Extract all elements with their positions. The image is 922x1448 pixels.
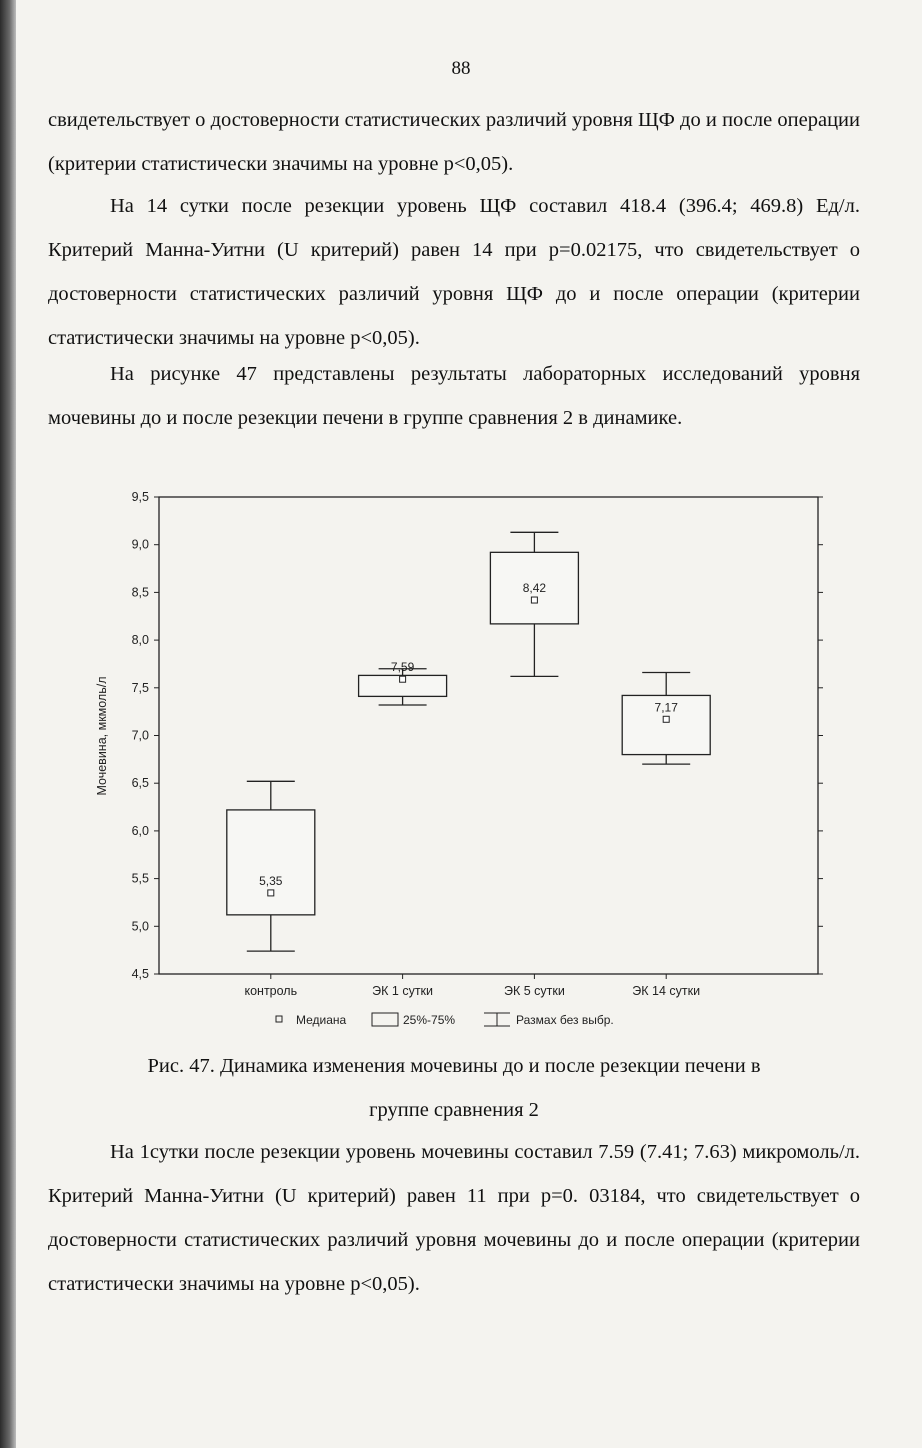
x-axis-labels [244, 974, 700, 998]
box-group [622, 673, 710, 765]
median-value-label: 7,17 [654, 700, 678, 715]
y-tick-label: 9,5 [131, 490, 149, 504]
x-tick-label: ЭК 1 сутки [372, 984, 434, 998]
y-tick-label: 9,0 [131, 537, 149, 552]
paragraph-continuation: свидетельствует о достоверности статистических различий уровня ЩФ до и после операции (критерии статистически значимы на уровне p<0,05). [48, 109, 860, 175]
y-axis-label: Мочевина, мкмоль/л [95, 676, 109, 796]
paragraph-shf-day14: На 14 сутки после резекции уровень ЩФ составил 418.4 (396.4; 469.8) Ед/л. Критерий Манна-Уитни (U критерий) равен 14 при p=0.02175, что свидетельствует о достоверности статистических различий уровня ЩФ до и после операции (критерии статистически значимы на уровне p<0,05). [48, 195, 860, 349]
paragraph-urea-day1: На 1сутки после резекции уровень мочевины составил 7.59 (7.41; 7.63) микромоль/л. Критерий Манна-Уитни (U критерий) равен 11 при p=0. 03184, что свидетельствует о достоверности статистических различий уровня мочевины до и после операции (критерии статистически значимы на уровне p<0,05). [48, 1141, 860, 1295]
median-marker [268, 890, 274, 896]
median-marker [663, 716, 669, 722]
y-tick-label: 4,5 [131, 967, 149, 981]
paragraph-figure-intro: На рисунке 47 представлены результаты лабораторных исследований уровня мочевины до и после резекции печени в группе сравнения 2 в динамике. [48, 363, 860, 429]
legend-median-label: Медиана [296, 1013, 347, 1027]
median-value-label: 5,35 [259, 873, 283, 888]
y-tick-label: 6,0 [131, 823, 149, 838]
y-tick-label: 8,5 [131, 585, 149, 600]
y-tick-label: 7,0 [131, 728, 149, 743]
median-value-label: 7,59 [390, 660, 415, 675]
box-group [490, 532, 578, 676]
boxplot-chart [70, 484, 850, 1044]
legend-median-marker-icon [276, 1016, 282, 1022]
y-tick-label: 7,5 [131, 680, 149, 695]
figure-caption-line2: группе сравнения 2 [369, 1099, 539, 1121]
chart-legend [276, 1013, 614, 1027]
box-group [227, 781, 315, 951]
box-group [359, 660, 447, 705]
legend-box-icon [372, 1013, 398, 1026]
median-value-label: 8,42 [522, 581, 547, 596]
y-tick-label: 5,0 [131, 919, 149, 934]
y-tick-label: 8,0 [131, 633, 149, 648]
boxplot-boxes [227, 532, 710, 951]
legend-range-label: Размах без выбр. [516, 1013, 614, 1027]
y-tick-label: 5,5 [131, 871, 149, 886]
median-marker [400, 676, 406, 682]
median-marker [531, 597, 537, 603]
legend-quartile-label: 25%-75% [403, 1013, 456, 1027]
figure-caption-line1: Рис. 47. Динамика изменения мочевины до и после резекции печени в [147, 1055, 761, 1077]
legend-whisker-icon [484, 1013, 510, 1026]
x-tick-label: ЭК 14 сутки [632, 984, 701, 998]
x-tick-label: контроль [244, 984, 298, 998]
page-number: 88 [451, 58, 471, 79]
y-tick-label: 6,5 [131, 776, 149, 791]
iqr-box [227, 810, 315, 915]
page-binding-shadow [0, 0, 16, 1448]
x-tick-label: ЭК 5 сутки [503, 984, 565, 998]
